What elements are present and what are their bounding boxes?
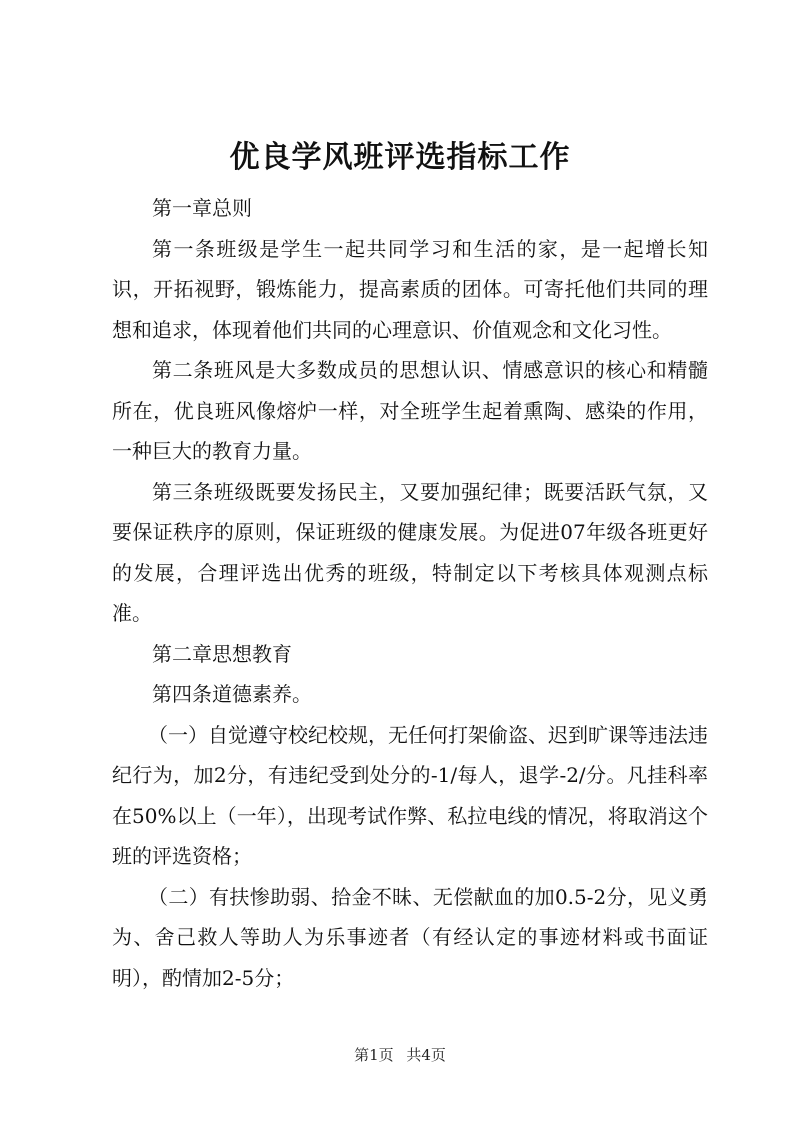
chapter-heading: 第二章思想教育: [152, 641, 292, 666]
article-paragraph: 第四条道德素养。: [152, 682, 312, 706]
article-paragraph: 第二条班风是大多数成员的思想认识、情感意识的核心和精髓所在，优良班风像熔炉一样，对全班学生起着熏陶、感染的作用，一种巨大的教育力量。: [112, 358, 708, 463]
article-paragraph: 第一条班级是学生一起共同学习和生活的家，是一起增长知识，开拓视野，锻炼能力，提高素质的团体。可寄托他们共同的理想和追求，体现着他们共同的心理意识、价值观念和文化习性。: [112, 236, 708, 342]
article-paragraph: 第三条班级既要发扬民主，又要加强纪律；既要活跃气氛，又要保证秩序的原则，保证班级的健康发展。为促进07年级各班更好的发展，合理评选出优秀的班级，特制定以下考核具体观测点标准。: [112, 479, 708, 625]
clause-paragraph: （一）自觉遵守校纪校规，无任何打架偷盗、迟到旷课等违法违纪行为，加2分，有违纪受到处分的-1/每人，退学-2/分。凡挂科率在50%以上（一年），出现考试作弊、私拉电线的情况，将取消这个班的评选资格；: [112, 722, 708, 868]
document-body: [112, 188, 708, 998]
page-total: 共4页: [406, 1046, 446, 1064]
chapter-heading: 第一章总则: [152, 196, 252, 220]
document-title: 优良学风班评选指标工作: [229, 140, 571, 175]
page-footer: [0, 1044, 800, 1066]
page-number: 第1页: [354, 1046, 394, 1064]
clause-paragraph: （二）有扶惨助弱、拾金不昧、无偿献血的加0.5-2分，见义勇为、舍己救人等助人为乐事迹者（有经认定的事迹材料或书面证明），酌情加2-5分；: [112, 884, 708, 990]
